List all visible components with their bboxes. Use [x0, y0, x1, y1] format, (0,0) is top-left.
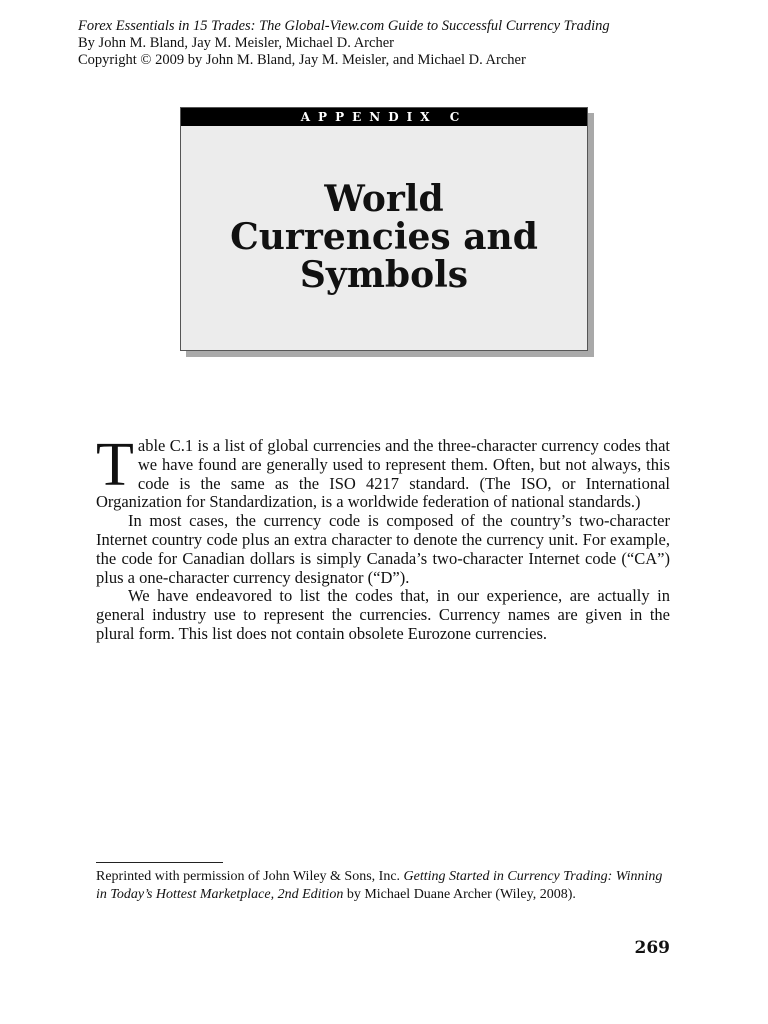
chapter-title-line: World [324, 178, 444, 220]
chapter-title-line: Symbols [299, 254, 469, 296]
chapter-title-line: Currencies and [230, 216, 538, 258]
authors-line: By John M. Bland, Jay M. Meisler, Michael D. Archer [78, 35, 394, 51]
paragraph: In most cases, the currency code is composed of the country’s two-character Internet country code plus an extra character to denote the currency unit. For example, the code for Canadian dollars is simply Canada’s two-character Internet code (“CA”) plus a one-character currency designator (“D”). [96, 511, 670, 587]
chapter-banner [180, 107, 588, 351]
appendix-label: APPENDIX C [181, 108, 587, 126]
footnote-divider [96, 862, 223, 863]
drop-cap: T [96, 431, 134, 499]
document-header [78, 18, 698, 69]
footnote-book-title: Getting Started in Currency Trading: Winning in Today’s Hottest Marketplace, 2nd Edition [96, 869, 663, 902]
chapter-title [181, 180, 587, 294]
footnote-suffix: by Michael Duane Archer (Wiley, 2008). [343, 887, 576, 902]
paragraph: We have endeavored to list the codes that, in our experience, are actually in general industry use to represent the currencies. Currency names are given in the plural form. This list does not contain obsolete Eurozone currencies. [96, 586, 670, 643]
paragraph [96, 431, 670, 512]
footnote-prefix: Reprinted with permission of John Wiley & Sons, Inc. [96, 869, 404, 884]
book-title: Forex Essentials in 15 Trades: The Global-View.com Guide to Successful Currency Trading [78, 18, 610, 34]
body-text [96, 431, 670, 644]
copyright-line: Copyright © 2009 by John M. Bland, Jay M. Meisler, and Michael D. Archer [78, 52, 526, 68]
page-number: 269 [634, 938, 670, 958]
footnote [96, 868, 672, 904]
paragraph-text: able C.1 is a list of global currencies and the three-character currency codes that we have found are generally used to represent them. Often, but not always, this code is the same as the ISO 4217 standard. (The ISO, or International Organization for Standardization, is a worldwide federation of national standards.) [96, 436, 670, 512]
